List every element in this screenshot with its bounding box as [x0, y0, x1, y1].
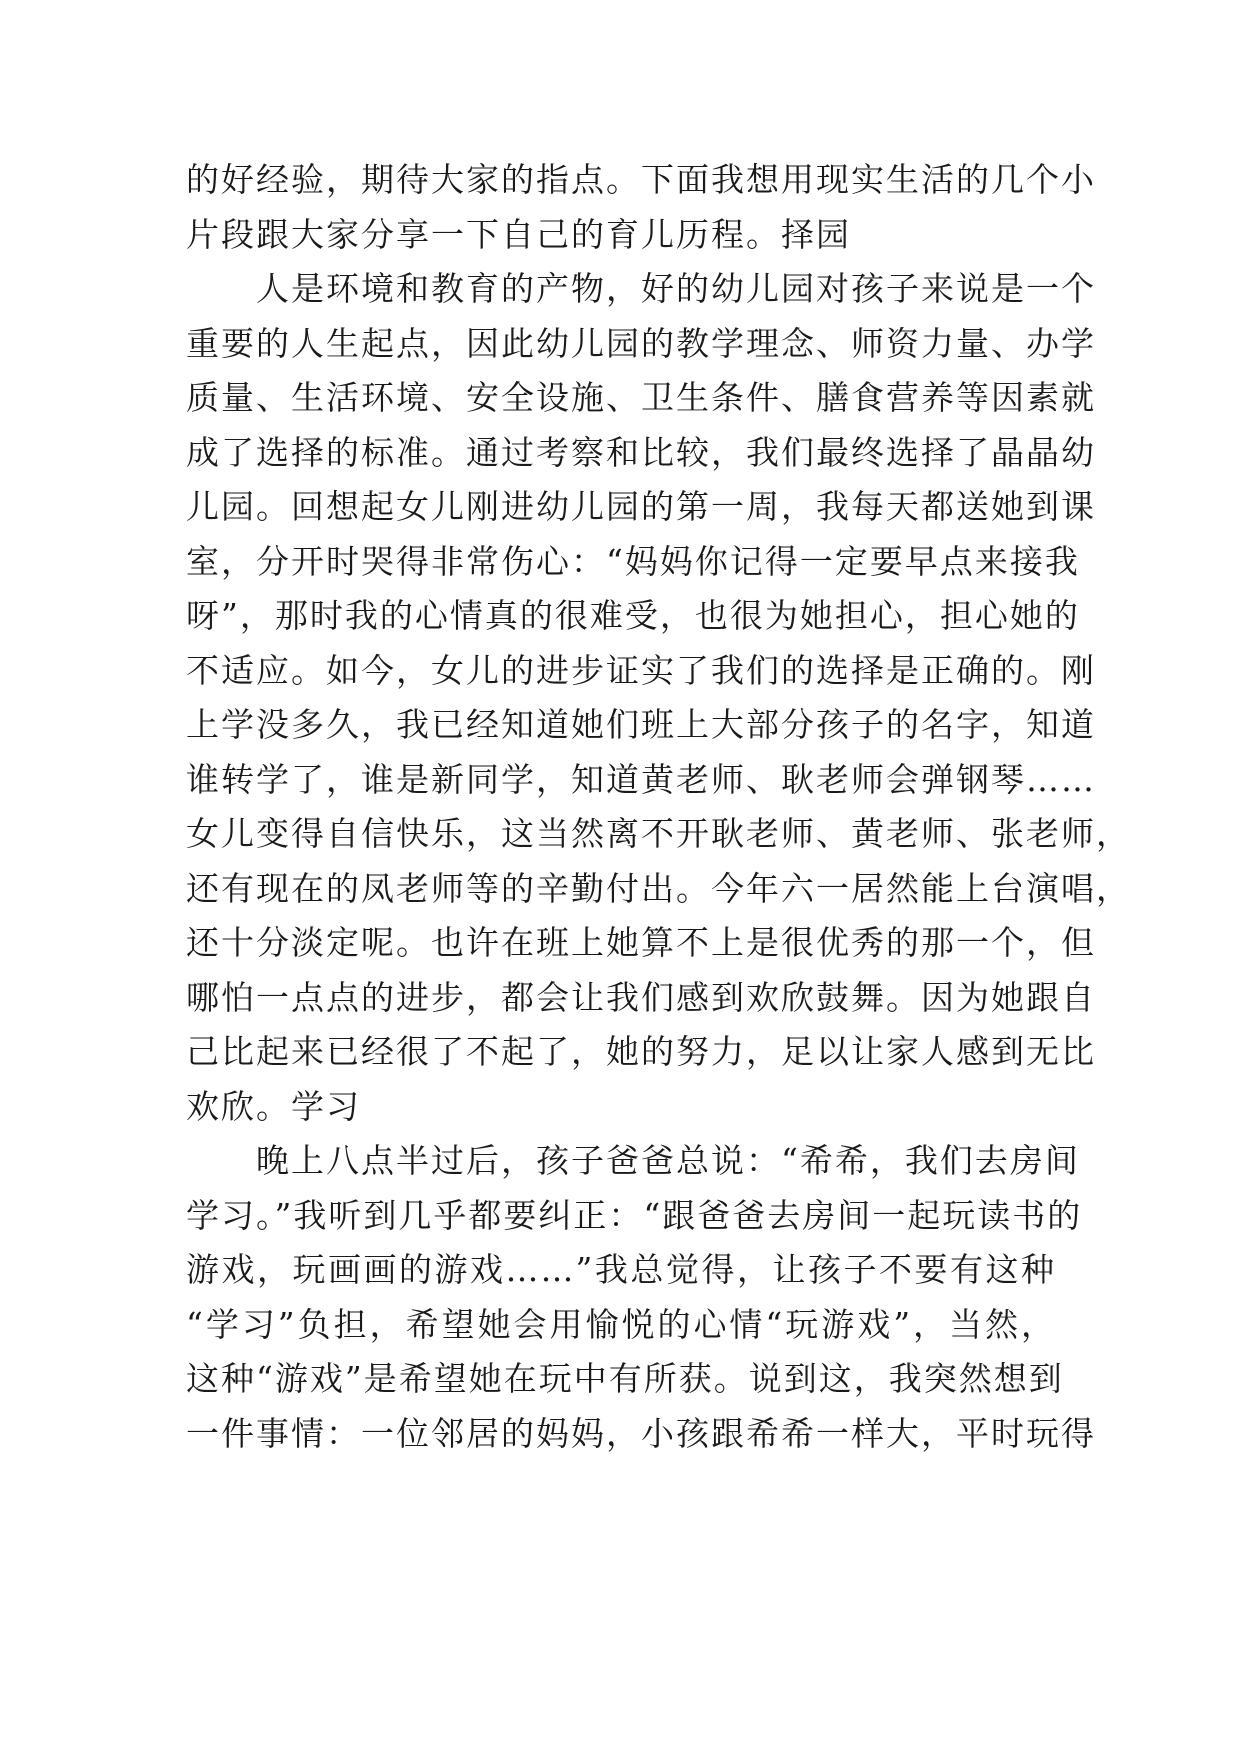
text-line: 还有现在的凤老师等的辛勤付出。今年六一居然能上台演唱，: [186, 868, 1131, 908]
text-line: “学习”负担，希望她会用愉悦的心情“玩游戏”，当然，: [186, 1304, 1056, 1344]
text-line: 一件事情：一位邻居的妈妈，小孩跟希希一样大，平时玩得: [186, 1413, 1096, 1453]
text-line: 质量、生活环境、安全设施、卫生条件、膳食营养等因素就: [186, 378, 1096, 417]
text-line: 哪怕一点点的进步，都会让我们感到欢欣鼓舞。因为她跟自: [186, 977, 1096, 1017]
text-line: 己比起来已经很了不起了，她的努力，足以让家人感到无比: [186, 1032, 1096, 1071]
text-line: 晚上八点半过后，孩子爸爸总说：“希希，我们去房间: [186, 1141, 1080, 1180]
text-line: 欢欣。学习: [186, 1086, 361, 1126]
text-line: 上学没多久，我已经知道她们班上大部分孩子的名字，知道: [186, 705, 1096, 744]
text-line: 成了选择的标准。通过考察和比较，我们最终选择了晶晶幼: [186, 432, 1096, 472]
text-line: 片段跟大家分享一下自己的育儿历程。择园: [186, 214, 851, 254]
body-text: [186, 153, 1131, 1461]
text-line: 谁转学了，谁是新同学，知道黄老师、耿老师会弹钢琴……: [186, 759, 1096, 799]
text-line: 女儿变得自信快乐，这当然离不开耿老师、黄老师、张老师，: [186, 814, 1131, 853]
text-line: 学习。”我听到几乎都要纠正：“跟爸爸去房间一起玩读书的: [186, 1195, 1083, 1235]
text-line: 还十分淡定呢。也许在班上她算不上是很优秀的那一个，但: [186, 923, 1096, 962]
text-line: 这种“游戏”是希望她在玩中有所获。说到这，我突然想到: [186, 1359, 1064, 1398]
text-line: 儿园。回想起女儿刚进幼儿园的第一周，我每天都送她到课: [186, 487, 1096, 526]
text-line: 重要的人生起点，因此幼儿园的教学理念、师资力量、办学: [186, 323, 1096, 363]
text-line: 人是环境和教育的产物，好的幼儿园对孩子来说是一个: [186, 269, 1096, 308]
text-line: 室，分开时哭得非常伤心：“妈妈你记得一定要早点来接我: [186, 541, 1080, 581]
text-line: 呀”，那时我的心情真的很难受，也很为她担心，担心她的: [186, 596, 1080, 635]
text-line: 游戏，玩画画的游戏……”我总觉得，让孩子不要有这种: [186, 1250, 1056, 1289]
text-line: 的好经验，期待大家的指点。下面我想用现实生活的几个小: [186, 160, 1096, 199]
text-line: 不适应。如今，女儿的进步证实了我们的选择是正确的。刚: [186, 650, 1096, 690]
